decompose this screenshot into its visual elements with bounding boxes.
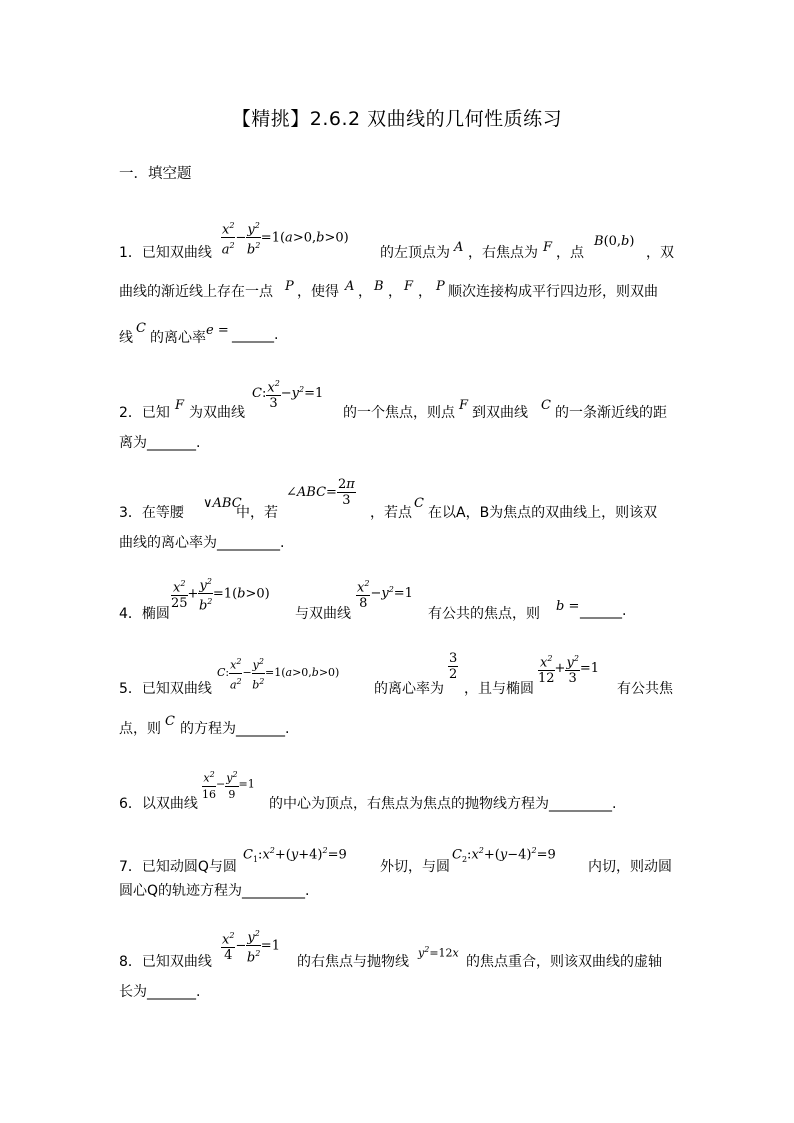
q5-formula-eccentricity: $\frac{3}{2}$ xyxy=(449,651,458,682)
q8-text-c: 的焦点重合，则该双曲线的虚轴 xyxy=(466,954,662,970)
q1-formula-e: e = xyxy=(206,323,229,338)
q1-line3-c: ______. xyxy=(232,327,279,343)
q4-text-c: 有公共的焦点，则 xyxy=(428,606,540,622)
q1-formula-F2: F xyxy=(404,279,414,294)
q5-text-d: 有公共焦 xyxy=(617,681,673,697)
q3-text-d: 在以A，B为焦点的双曲线上，则该双 xyxy=(428,505,658,521)
q3-text-c: ，若点 xyxy=(370,505,412,521)
q1-formula-C: C xyxy=(136,321,146,336)
q8-text-b: 的右焦点与抛物线 xyxy=(297,954,409,970)
q1-formula-P: P xyxy=(285,279,294,294)
q8-formula-parabola: $y^2=12x$ xyxy=(418,945,459,960)
q4-formula-hyperbola: $\frac{x^2}{8}$ $-y^2=1$ xyxy=(356,576,413,611)
q3-formula-C: C xyxy=(414,496,424,511)
q4-text-a: 4．椭圆 xyxy=(119,606,170,622)
q2-text-d: 到双曲线 xyxy=(472,405,528,421)
q2-text-e: 的一条渐近线的距 xyxy=(555,405,667,421)
q1-text-d: ，点 xyxy=(556,245,584,261)
q5-text-c: ，且与椭圆 xyxy=(464,681,534,697)
q1-formula-F: F xyxy=(543,240,553,255)
q5-text-b: 的离心率为 xyxy=(374,681,444,697)
q8-text-a: 8．已知双曲线 xyxy=(119,954,212,970)
q1-line2-b: ，使得 xyxy=(297,284,339,300)
q7-formula-C1: $C_1:x^2+(y+4)^2=9$ xyxy=(243,846,347,864)
q7-line2: 圆心Q的轨迹方程为_________. xyxy=(119,883,310,899)
q1-line2-e: ， xyxy=(418,284,432,300)
q6-text-b: 的中心为顶点，右焦点为焦点的抛物线方程为_________. xyxy=(269,796,617,812)
q1-formula-A: A xyxy=(454,240,464,255)
q1-text-b: 的左顶点为 xyxy=(380,245,450,261)
q2-formula-F: F xyxy=(175,398,185,413)
q1-formula-B: B(0,b) xyxy=(594,234,635,249)
q2-text-c: 的一个焦点，则点 xyxy=(343,405,455,421)
q5-line2-b: 的方程为_______. xyxy=(180,721,290,737)
q2-formula-hyperbola: C: $\frac{x^2}{3}$ $-y^2=1$ xyxy=(252,376,323,411)
q7-text-a: 7．已知动圆Q与圆 xyxy=(119,859,237,875)
q5-formula-C: C xyxy=(165,714,175,729)
q1-line2-d: ， xyxy=(388,284,402,300)
q5-text-a: 5．已知双曲线 xyxy=(119,681,212,697)
q7-text-b: 外切，与圆 xyxy=(380,859,450,875)
q1-formula-hyperbola: $\frac{x^2}{a^2}$ − $\frac{y^2}{b^2}$ =1(a>0,b>0) xyxy=(221,218,349,258)
q7-text-c: 内切，则动圆 xyxy=(588,859,672,875)
q6-text-a: 6．以双曲线 xyxy=(119,796,198,812)
q4-formula-b: b = xyxy=(556,599,580,614)
q1-text-c: ，右焦点为 xyxy=(468,245,538,261)
q3-text-a: 3．在等腰 xyxy=(119,505,184,521)
q4-formula-ellipse: $\frac{x^2}{25}$ + $\frac{y^2}{b^2}$ =1(b>0) xyxy=(171,574,270,614)
q1-line3-a: 线 xyxy=(119,330,133,346)
q8-formula-hyperbola: $\frac{x^2}{4}$ − $\frac{y^2}{b^2}$ =1 xyxy=(221,926,280,966)
q1-text-a: 1．已知双曲线 xyxy=(119,245,212,261)
q1-line3-b: 的离心率 xyxy=(150,330,206,346)
q1-formula-B2: B xyxy=(374,279,384,294)
q1-line2-c: ， xyxy=(358,284,372,300)
q5-formula-hyperbola: C: $\frac{x^2}{a^2}$ − $\frac{y^2}{b^2}$ =1(a>0,b>0) xyxy=(217,654,339,692)
q2-formula-F2: F xyxy=(459,398,469,413)
q6-formula-hyperbola: $\frac{x^2}{16}$ − $\frac{y^2}{9}$ =1 xyxy=(202,767,255,802)
q2-text-b: 为双曲线 xyxy=(189,405,245,421)
q4-text-d: ______. xyxy=(580,603,627,619)
q2-line2: 离为_______. xyxy=(119,435,201,451)
q1-formula-P2: P xyxy=(436,279,445,294)
q3-formula-triangle: ∨ABC xyxy=(203,496,242,511)
q4-text-b: 与双曲线 xyxy=(295,606,351,622)
q2-formula-C: C xyxy=(541,398,551,413)
q1-line2-f: 顺次连接构成平行四边形，则双曲 xyxy=(448,284,658,300)
q1-text-e: ，双 xyxy=(646,245,674,261)
q5-formula-ellipse: $\frac{x^2}{12}$ + $\frac{y^2}{3}$ =1 xyxy=(538,651,599,686)
q3-text-b: 中，若 xyxy=(236,505,278,521)
q1-line2-a: 曲线的渐近线上存在一点 xyxy=(119,284,273,300)
q7-formula-C2: $C_2:x^2+(y-4)^2=9$ xyxy=(452,846,556,864)
page-title: 【精挑】2.6.2 双曲线的几何性质练习 xyxy=(231,108,563,130)
q8-line2: 长为_______. xyxy=(119,984,201,1000)
q3-formula-angle: ∠ABC= $\frac{2\pi}{3}$ xyxy=(286,477,355,508)
q2-text-a: 2．已知 xyxy=(119,405,170,421)
section-heading: 一．填空题 xyxy=(119,166,192,182)
q5-line2-a: 点，则 xyxy=(119,721,161,737)
q1-formula-A2: A xyxy=(345,279,355,294)
q3-line2: 曲线的离心率为_________. xyxy=(119,535,285,551)
